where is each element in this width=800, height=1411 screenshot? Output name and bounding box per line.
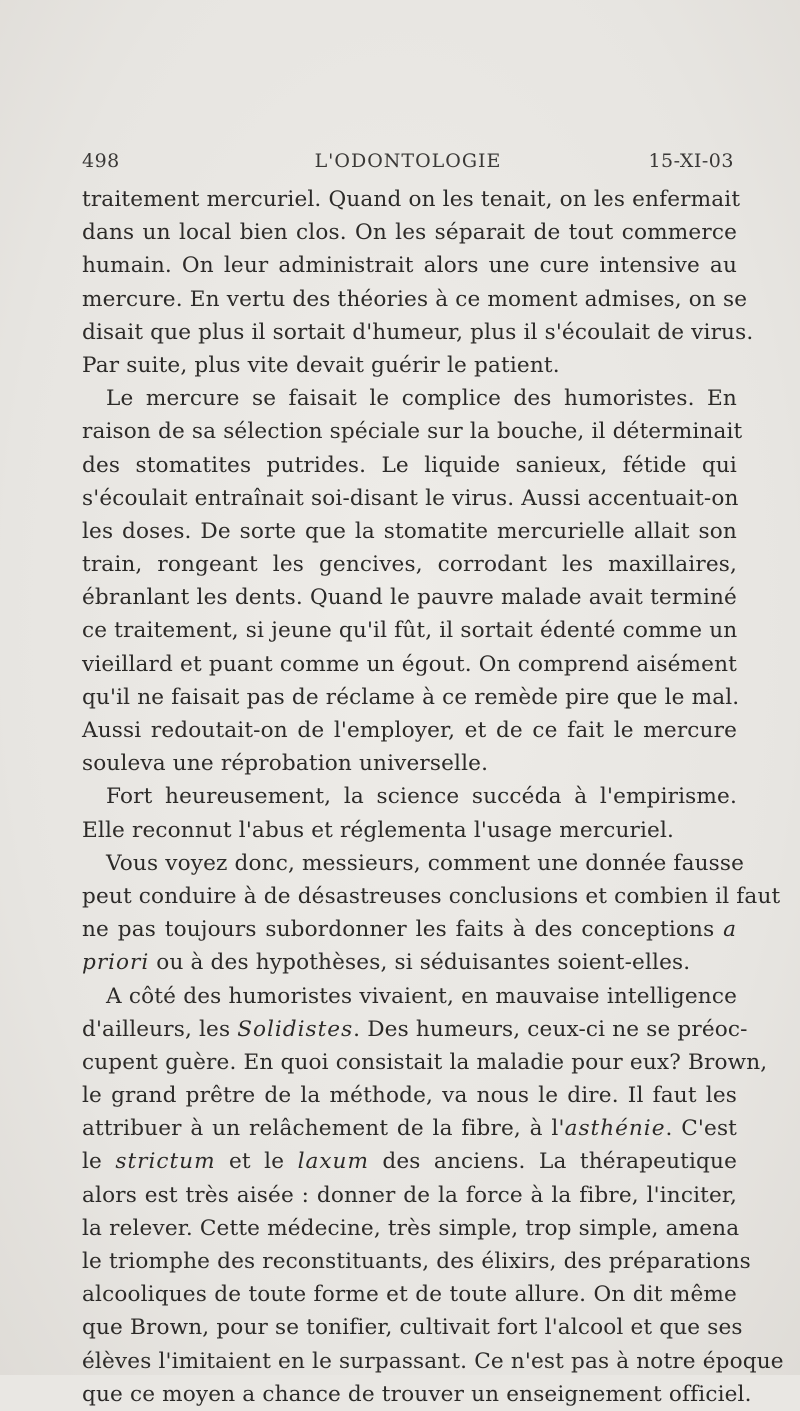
text-line: ce traitement, si jeune qu'il fût, il sortait édenté comme un bbox=[82, 618, 738, 644]
text-line: s'écoulait entraînait soi-disant le virus. Aussi accentuait-on bbox=[82, 485, 739, 511]
text-line: peut conduire à de désastreuses conclusions et combien il faut bbox=[82, 883, 781, 909]
text-line: mercure. En vertu des théories à ce moment admises, on se bbox=[82, 286, 748, 312]
text-line: qu'il ne faisait pas de réclame à ce remède pire que le mal. bbox=[82, 684, 740, 710]
text-line: d'ailleurs, les Solidistes. Des humeurs, ceux-ci ne se préoc- bbox=[82, 1016, 748, 1042]
issue-date: 15-XI-03 bbox=[648, 150, 734, 172]
text-line: que ce moyen a chance de trouver un enseignement officiel. bbox=[82, 1381, 752, 1407]
text-line: Aussi redoutait-on de l'employer, et de ce fait le mercure bbox=[82, 718, 737, 743]
text-line: A côté des humoristes vivaient, en mauvaise intelligence bbox=[106, 983, 737, 1009]
text-line: humain. On leur administrait alors une cure intensive au bbox=[82, 253, 737, 279]
italic-word: Solidistes bbox=[237, 1016, 354, 1042]
text-line: raison de sa sélection spéciale sur la bouche, il déterminait bbox=[82, 419, 743, 445]
text-line: la relever. Cette médecine, très simple, trop simple, amena bbox=[82, 1215, 740, 1241]
text-line: dans un local bien clos. On les séparait de tout commerce bbox=[82, 220, 737, 246]
italic-word: priori bbox=[82, 950, 150, 976]
text-line: train, rongeant les gencives, corrodant les maxillaires, bbox=[82, 552, 737, 578]
italic-word: a bbox=[723, 917, 737, 943]
text-line: le strictum et le laxum des anciens. La thérapeutique bbox=[82, 1149, 737, 1175]
text-line: les doses. De sorte que la stomatite mercurielle allait son bbox=[82, 518, 737, 544]
text-line: ne pas toujours subordonner les faits à des conceptions a bbox=[82, 917, 737, 943]
text-line: cupent guère. En quoi consistait la maladie pour eux? Brown, bbox=[82, 1049, 768, 1075]
text-line: attribuer à un relâchement de la fibre, à l'asthénie. C'est bbox=[82, 1116, 737, 1142]
journal-title: L'ODONTOLOGIE bbox=[314, 150, 502, 172]
text-line: Le mercure se faisait le complice des humoristes. En bbox=[106, 386, 737, 412]
text-line: Par suite, plus vite devait guérir le patient. bbox=[82, 352, 560, 378]
page-number: 498 bbox=[82, 150, 120, 172]
text-line: Fort heureusement, la science succéda à l'empirisme. bbox=[106, 784, 737, 810]
text-line: priori ou à des hypothèses, si séduisantes soient-elles. bbox=[82, 950, 691, 976]
text-line: Elle reconnut l'abus et réglementa l'usage mercuriel. bbox=[82, 817, 675, 843]
text-line: disait que plus il sortait d'humeur, plus il s'écoulait de virus. bbox=[82, 319, 754, 345]
text-line: le grand prêtre de la méthode, va nous le dire. Il faut les bbox=[82, 1083, 737, 1109]
italic-word: laxum bbox=[297, 1149, 369, 1175]
text-line: des stomatites putrides. Le liquide sanieux, fétide qui bbox=[82, 452, 737, 478]
text-line: que Brown, pour se tonifier, cultivait fort l'alcool et que ses bbox=[82, 1315, 743, 1341]
italic-word: strictum bbox=[115, 1149, 216, 1175]
text-line: élèves l'imitaient en le surpassant. Ce n'est pas à notre époque bbox=[82, 1348, 784, 1374]
text-line: Vous voyez donc, messieurs, comment une donnée fausse bbox=[106, 850, 745, 876]
text-line: souleva une réprobation universelle. bbox=[82, 751, 489, 777]
running-header bbox=[82, 150, 734, 180]
text-line: ébranlant les dents. Quand le pauvre malade avait terminé bbox=[82, 585, 737, 611]
text-line: alors est très aisée : donner de la force à la fibre, l'inciter, bbox=[82, 1182, 737, 1208]
text-line: traitement mercuriel. Quand on les tenait, on les enfermait bbox=[82, 187, 741, 212]
text-line: vieillard et puant comme un égout. On comprend aisément bbox=[82, 651, 737, 677]
italic-word: asthénie bbox=[564, 1116, 666, 1142]
text-line: alcooliques de toute forme et de toute allure. On dit même bbox=[82, 1282, 737, 1308]
text-line: le triomphe des reconstituants, des élixirs, des préparations bbox=[82, 1249, 751, 1274]
body-text bbox=[82, 183, 784, 1411]
